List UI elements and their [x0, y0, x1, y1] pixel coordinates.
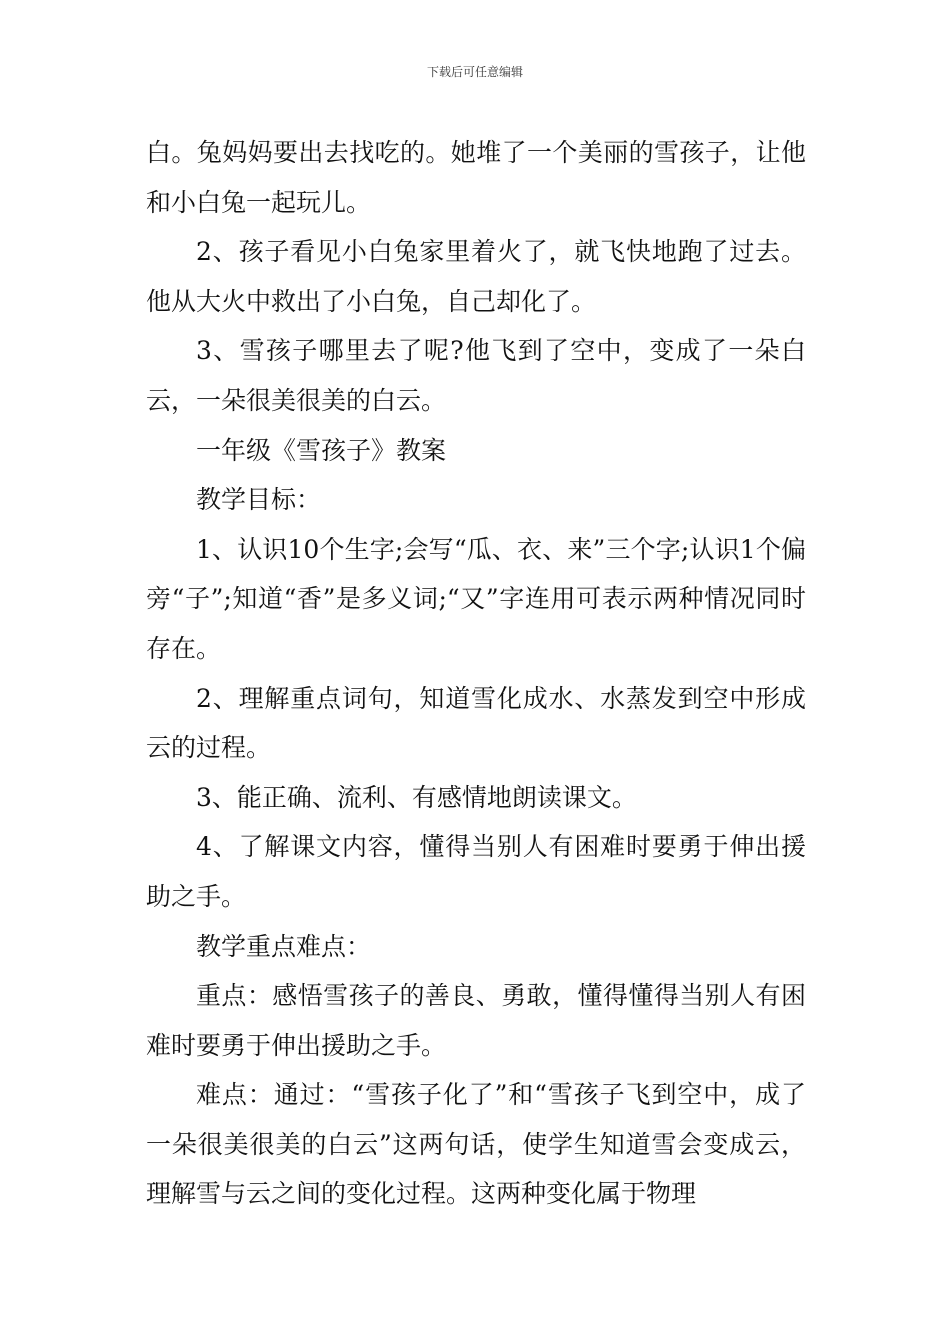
page-header: 下载后可任意编辑: [426, 65, 523, 79]
objective-item-2: 2、理解重点词句，知道雪化成水、水蒸发到空中形成云的过程。: [146, 683, 806, 763]
objective-item-4: 4、了解课文内容，懂得当别人有困难时要勇于伸出援助之手。: [146, 832, 806, 911]
difficulty-paragraph: 难点：通过：“雪孩子化了”和“雪孩子飞到空中，成了一朵很美很美的白云”这两句话，使学生知道雪会变成云，理解雪与云之间的变化过程。这两种变化属于物理: [146, 1080, 806, 1209]
paragraph-3: 3、雪孩子哪里去了呢?他飞到了空中，变成了一朵白云，一朵很美很美的白云。: [146, 336, 806, 415]
key-point-paragraph: 重点：感悟雪孩子的善良、勇敢，懂得懂得当别人有困难时要勇于伸出援助之手。: [146, 981, 806, 1060]
objective-item-1: 1、认识10个生字;会写“瓜、衣、来”三个字;认识1个偏旁“子”;知道“香”是多义词;“又”字连用可表示两种情况同时存在。: [146, 534, 806, 663]
paragraph-2: 2、孩子看见小白兔家里着火了，就飞快地跑了过去。他从大火中救出了小白兔，自己却化了。: [146, 237, 806, 316]
section-heading-key-points: 教学重点难点：: [196, 931, 372, 961]
paragraph-1: 白。兔妈妈要出去找吃的。她堆了一个美丽的雪孩子，让他和小白兔一起玩儿。: [146, 138, 806, 217]
section-heading-objectives: 教学目标：: [196, 485, 322, 515]
document-body: [146, 128, 806, 1219]
lesson-plan-title: 一年级《雪孩子》教案: [196, 435, 447, 465]
objective-item-3: 3、能正确、流利、有感情地朗读课文。: [196, 782, 637, 812]
